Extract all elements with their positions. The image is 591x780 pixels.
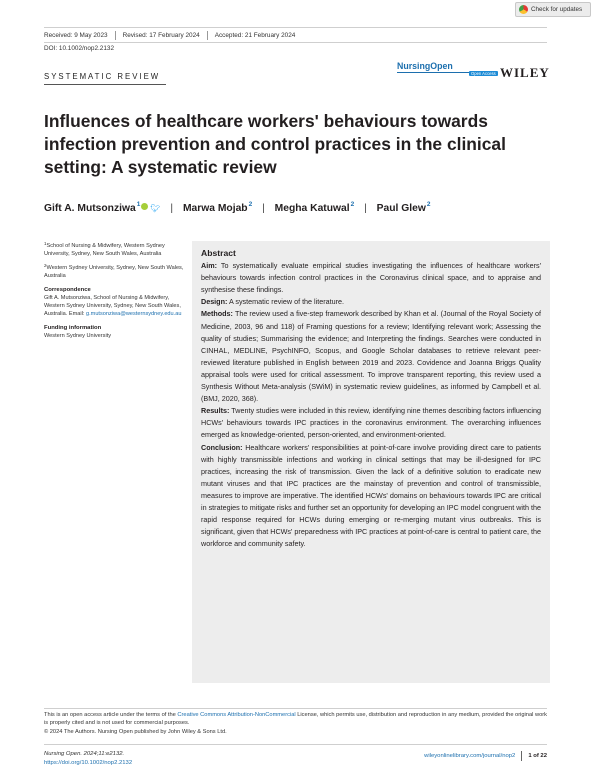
journal-url-link[interactable]: wileyonlinelibrary.com/journal/nop2 [424, 753, 516, 759]
author-name[interactable]: Megha Katuwal [274, 203, 350, 214]
correspondence-text: Gift A. Mutsonziwa, School of Nursing & Midwifery, Western Sydney University, Sydney, New South Wales, Australia. Email: g.mutsonziwa@westernsydney.edu.au [44, 295, 182, 317]
abstract-heading: Abstract [201, 248, 236, 258]
citation-text: Nursing Open. 2024;11:e2132. [44, 751, 125, 757]
orcid-icon[interactable] [141, 203, 148, 210]
copyright-notice: © 2024 The Authors. Nursing Open published by John Wiley & Sons Ltd. [44, 728, 227, 735]
article-doi[interactable]: DOI: 10.1002/nop2.2132 [44, 45, 114, 52]
license-notice: This is an open access article under the terms of the Creative Commons Attribution-NonCommercial License, which permits use, distribution and reproduction in any medium, provided the original work is properly cited and is not used for commercial purposes. © 2024 The Authors. Nursing Open published by John Wiley & Sons Ltd. [44, 712, 547, 735]
affiliation: $^1$School of Nursing & Midwifery, Western Sydney University, Sydney, New South Wales, Australia [44, 241, 165, 257]
author-list [44, 201, 431, 214]
author-separator: | [262, 203, 265, 214]
abstract-design: Design: A systematic review of the literature. [201, 297, 345, 307]
abstract-conclusion: Conclusion: Healthcare workers' responsibilities at point-of-care involve providing direct care to patients with highly transmissible infections and working in clinical settings that may be ill-designed for IPC practices, increasing the risk of transmission. Given the lack of a definitive solution to eradicate new mutant viruses and that IPC practices are the mainstay of prevention and control of transmissible, measures to improve are imperative. The identified HCWs' domains on behaviours towards IPC are critical in strategies to mitigate risks and further set an opportunity for developing an IPC model congruent with the rapid response required for HCWs during emerging or re-merging mutant virus outbreaks. This is significant, given that HCWs' preparedness with IPC practices at point-of-care is central to patient care, the workforce and community safety. [201, 442, 542, 549]
article-type-label: SYSTEMATIC REVIEW [44, 72, 161, 81]
funding-heading: Funding information [44, 325, 102, 331]
header-doi-rule [44, 42, 547, 43]
author-affiliation-ref[interactable]: 2 [248, 201, 253, 208]
author-affiliation-ref[interactable]: 2 [426, 201, 431, 208]
correspondence-email-link[interactable]: g.mutsonziwa@westernsydney.edu.au [86, 311, 182, 317]
doi-link[interactable]: https://doi.org/10.1002/nop2.2132 [44, 760, 133, 766]
check-for-updates-button[interactable] [515, 2, 591, 17]
abstract-aim: Aim: To systematically evaluate empirical studies investigating the influences of healthcare workers' behaviours towards infection control practices in the Coronavirus clinical space, and to appraise and synthesise these findings. [201, 261, 541, 295]
article-title: Influences of healthcare workers' behaviours towards infection prevention and control practices in the clinical setting: A systematic review [44, 111, 506, 177]
article-dates [44, 31, 302, 40]
author-name[interactable]: Marwa Mojab [182, 203, 248, 214]
journal-logo[interactable]: NursingOpen [397, 61, 453, 71]
article-type-underline [44, 84, 166, 85]
open-access-badge: Open Access [471, 71, 496, 76]
author-separator: | [170, 203, 174, 214]
footer-citation [44, 750, 132, 768]
author-name[interactable]: Paul Glew [376, 203, 426, 214]
received-date: Received: 9 May 2023 [44, 32, 108, 39]
abstract-methods: Methods: The review used a five-step framework described by Khan et al. (Journal of the Royal Society of Medicine, 2003, 96 and 118) of Framing questions for a review; Identifying relevant work; Assessing the quality of studies; Summarising the evidence; and Interpreting the findings. Searches were conducted in CINHAL, MEDLINE, PsychINFO, Scopus, and Google Scholar databases to retrieve relevant peer-reviewed literature published in English between 2019 and 2023. Covidence and Joanna Briggs Quality appraisal tools were used for critical assessment. To improve transparent reporting, this review used a Synthesis Without Meta-analysis (SWiM) in systematic review guidelines, as informed by Campbell et al. (BMJ, 2020, 368). [201, 309, 542, 404]
license-link[interactable]: Creative Commons Attribution-NonCommercial [177, 712, 296, 718]
revised-date: Revised: 17 February 2024 [115, 31, 207, 40]
affiliation: $^2$Western Sydney University, Sydney, New South Wales, Australia [44, 263, 184, 279]
check-updates-icon [519, 5, 528, 14]
twitter-icon[interactable]: 🐦︎ [150, 204, 161, 213]
accepted-date: Accepted: 21 February 2024 [207, 31, 303, 40]
header-top-rule [44, 27, 547, 28]
abstract-box [192, 241, 550, 683]
author-separator: | [364, 203, 367, 214]
publisher-logo[interactable]: WILEY [500, 65, 550, 80]
footer-rule [44, 744, 547, 745]
page-number: 1 of 22 [528, 753, 547, 759]
check-updates-label: Check for updates [531, 6, 583, 13]
abstract-results: Results: Twenty studies were included in this review, identifying nine themes describing factors influencing HCWs' behaviours towards IPC practices in the coronavirus environment. The overarching influences emerged as knowledge-oriented, person-oriented, and environment-oriented. [201, 406, 541, 440]
license-rule [44, 708, 547, 709]
footer-page-info [424, 751, 547, 761]
footer-divider [521, 751, 522, 761]
email-label: Email: [68, 311, 85, 317]
funding-text: Western Sydney University [44, 333, 112, 339]
author-name[interactable]: Gift A. Mutsonziwa [44, 203, 136, 214]
article-info-sidebar [44, 240, 184, 340]
author-affiliation-ref[interactable]: 1 [136, 201, 141, 208]
author-affiliation-ref[interactable]: 2 [350, 201, 355, 208]
correspondence-heading: Correspondence [44, 287, 91, 293]
